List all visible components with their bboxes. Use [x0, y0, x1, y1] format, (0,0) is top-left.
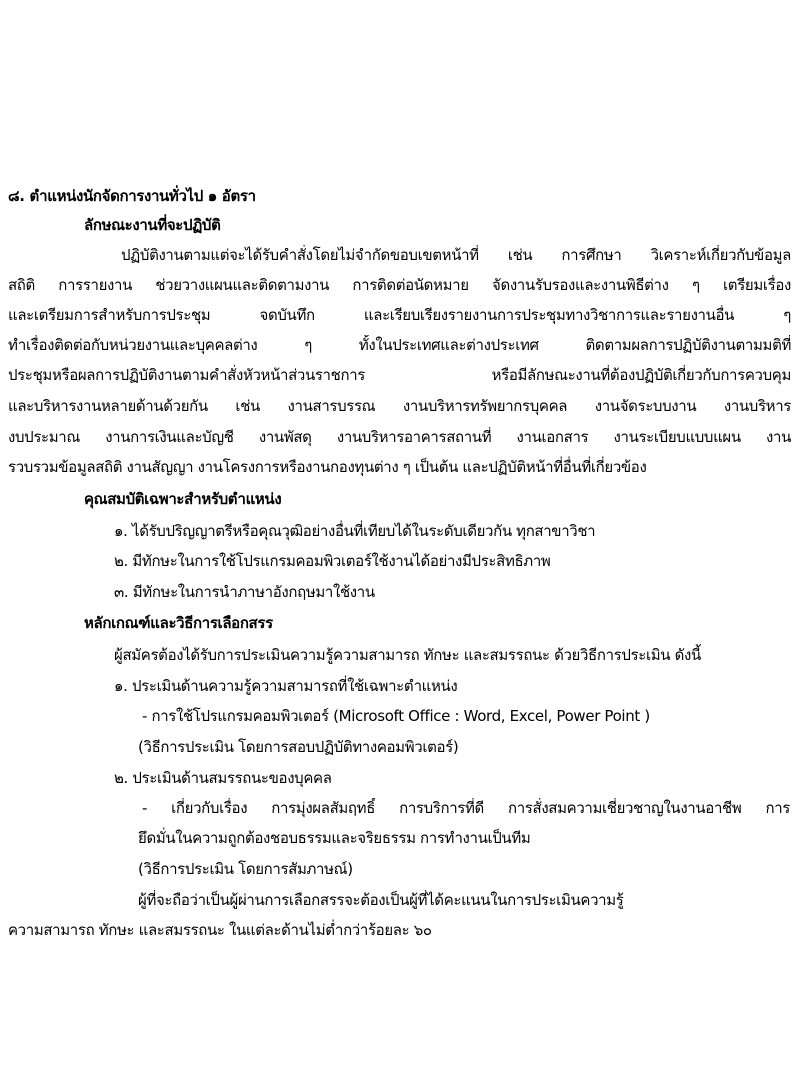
assessment-part1-title: ๑. ประเมินด้านความรู้ความสามารถที่ใช้เฉพาะตำแหน่ง [114, 677, 458, 695]
qualification-item: ๒. มีทักษะในการใช้โปรแกรมคอมพิวเตอร์ใช้งานได้อย่างมีประสิทธิภาพ [114, 552, 551, 570]
job-description-line: และบริหารงานหลายด้านด้วยกัน เช่น งานสารบรรณ งานบริหารทรัพยากรบุคคล งานจัดระบบงาน งานบริหาร [8, 397, 791, 415]
job-description-line: และเตรียมการสำหรับการประชุม จดบันทึก และเรียบเรียงรายงานการประชุมทางวิชาการและรายงานอื่น ๆ [8, 306, 791, 324]
qualification-item: ๑. ได้รับปริญญาตรีหรือคุณวุฒิอย่างอื่นที่เทียบได้ในระดับเดียวกัน ทุกสาขาวิชา [114, 522, 596, 540]
job-description-line: ปฏิบัติงานตามแต่จะได้รับคำสั่งโดยไม่จำกัดขอบเขตหน้าที่ เช่น การศึกษา วิเคราะห์เกี่ยวกับข้อมูล [121, 246, 791, 264]
assessment-part2-detail: - เกี่ยวกับเรื่อง การมุ่งผลสัมฤทธิ์ การบริการที่ดี การสั่งสมความเชี่ยวชาญในงานอาชีพ การ [142, 799, 790, 817]
position-heading: ๘. ตำแหน่งนักจัดการงานทั่วไป ๑ อัตรา [8, 187, 256, 205]
qualifications-title: คุณสมบัติเฉพาะสำหรับตำแหน่ง [84, 490, 282, 508]
job-description-line: ทำเรื่องติดต่อกับหน่วยงานและบุคคลต่าง ๆ ทั้งในประเทศและต่างประเทศ ติดตามผลการปฏิบัติงานตามมติที่ [8, 336, 791, 354]
qualification-item: ๓. มีทักษะในการนำภาษาอังกฤษมาใช้งาน [114, 583, 375, 601]
pass-criteria: ความสามารถ ทักษะ และสมรรถนะ ในแต่ละด้านไม่ต่ำกว่าร้อยละ ๖๐ [8, 921, 432, 939]
pass-criteria: ผู้ที่จะถือว่าเป็นผู้ผ่านการเลือกสรรจะต้องเป็นผู้ที่ได้คะแนนในการประเมินความรู้ [138, 891, 624, 909]
selection-intro: ผู้สมัครต้องได้รับการประเมินความรู้ความสามารถ ทักษะ และสมรรถนะ ด้วยวิธีการประเมิน ดังนี้ [114, 646, 701, 664]
job-description-line: สถิติ การรายงาน ช่วยวางแผนและติดตามงาน การติดต่อนัดหมาย จัดงานรับรองและงานพิธีต่าง ๆ เตรียมเรื่อง [8, 276, 791, 294]
job-description-title: ลักษณะงานที่จะปฏิบัติ [84, 216, 221, 234]
assessment-part2-method: (วิธีการประเมิน โดยการสัมภาษณ์) [138, 860, 353, 878]
assessment-part2-detail: ยึดมั่นในความถูกต้องชอบธรรมและจริยธรรม การทำงานเป็นทีม [138, 829, 531, 847]
assessment-part1-method: (วิธีการประเมิน โดยการสอบปฏิบัติทางคอมพิวเตอร์) [138, 738, 459, 756]
job-description-line: รวบรวมข้อมูลสถิติ งานสัญญา งานโครงการหรืองานกองทุนต่าง ๆ เป็นต้น และปฏิบัติหน้าที่อื่นที่เกี่ยวข้อง [8, 458, 647, 476]
job-description-line: ประชุมหรือผลการปฏิบัติงานตามคำสั่งหัวหน้าส่วนราชการ หรือมีลักษณะงานที่ต้องปฏิบัติเกี่ยวกับการควบคุม [8, 366, 791, 384]
selection-title: หลักเกณฑ์และวิธีการเลือกสรร [84, 614, 273, 632]
assessment-part1-detail: - การใช้โปรแกรมคอมพิวเตอร์ (Microsoft Office : Word, Excel, Power Point ) [142, 707, 650, 725]
assessment-part2-title: ๒. ประเมินด้านสมรรถนะของบุคคล [114, 769, 332, 787]
job-description-line: งบประมาณ งานการเงินและบัญชี งานพัสดุ งานบริหารอาคารสถานที่ งานเอกสาร งานระเบียบแบบแผน งาน [8, 428, 791, 446]
